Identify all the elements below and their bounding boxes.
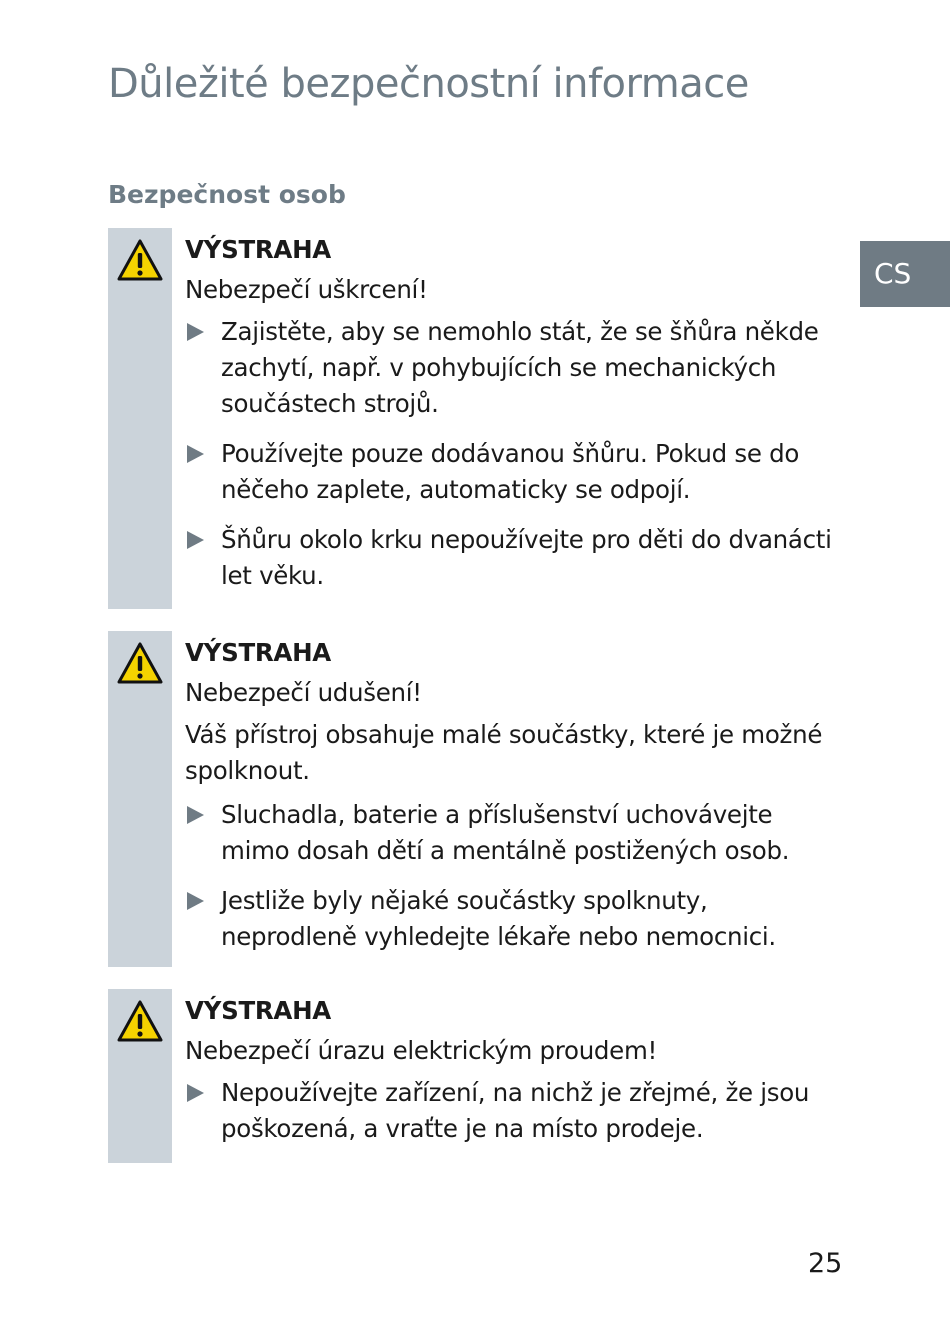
- bullet-text: Nepoužívejte zařízení, na nichž je zřejmé, že jsou poškozená, a vraťte je na místo prodeje.: [221, 1078, 810, 1143]
- bullet-text: Jestliže byly nějaké součástky spolknuty, neprodleně vyhledejte lékaře nebo nemocnici.: [221, 886, 776, 951]
- triangle-right-icon: [187, 445, 204, 463]
- triangle-right-icon: [187, 892, 204, 910]
- warning-box-strangulation: [108, 228, 848, 609]
- warning-content: [185, 228, 845, 608]
- language-tab: CS: [860, 241, 950, 307]
- warning-bar: [108, 228, 172, 609]
- triangle-right-icon: [187, 806, 204, 824]
- warning-title: VÝSTRAHA: [185, 996, 331, 1025]
- warning-triangle-icon: [116, 238, 164, 282]
- list-item: [185, 1075, 845, 1147]
- list-item: [185, 436, 845, 508]
- warning-text: Váš přístroj obsahuje malé součástky, které je možné spolknout.: [185, 720, 823, 785]
- warning-box-electric-shock: [108, 989, 848, 1163]
- triangle-right-icon: [187, 1084, 204, 1102]
- triangle-right-icon: [187, 531, 204, 549]
- bullet-text: Zajistěte, aby se nemohlo stát, že se šňůra někde zachytí, např. v pohybujících se mechanických součástech strojů.: [221, 317, 819, 418]
- warning-subtitle: Nebezpečí úrazu elektrickým proudem!: [185, 1036, 658, 1065]
- list-item: [185, 522, 845, 594]
- page-number: 25: [808, 1248, 843, 1279]
- page-title: Důležité bezpečnostní informace: [108, 61, 749, 107]
- list-item: [185, 883, 845, 955]
- section-heading: Bezpečnost osob: [108, 180, 346, 209]
- warning-subtitle: Nebezpečí uškrcení!: [185, 275, 428, 304]
- warning-content: [185, 989, 845, 1161]
- warning-box-choking: [108, 631, 848, 967]
- list-item: [185, 314, 845, 422]
- triangle-right-icon: [187, 323, 204, 341]
- bullet-text: Používejte pouze dodávanou šňůru. Pokud se do něčeho zaplete, automaticky se odpojí.: [221, 439, 800, 504]
- warning-triangle-icon: [116, 641, 164, 685]
- bullet-text: Šňůru okolo krku nepoužívejte pro děti do dvanácti let věku.: [221, 525, 832, 590]
- warning-title: VÝSTRAHA: [185, 638, 331, 667]
- warning-title: VÝSTRAHA: [185, 235, 331, 264]
- warning-triangle-icon: [116, 999, 164, 1043]
- warning-subtitle: Nebezpečí udušení!: [185, 678, 422, 707]
- list-item: [185, 797, 845, 869]
- bullet-text: Sluchadla, baterie a příslušenství uchovávejte mimo dosah dětí a mentálně postižených osob.: [221, 800, 790, 865]
- warning-content: [185, 631, 845, 969]
